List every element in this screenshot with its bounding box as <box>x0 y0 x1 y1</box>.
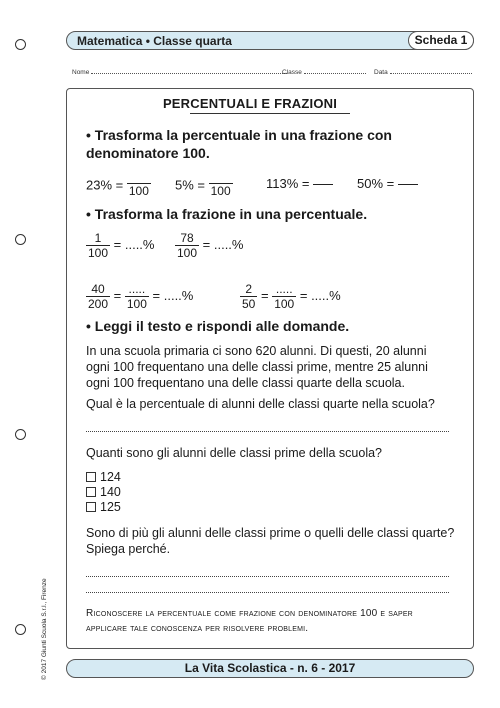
checkbox[interactable] <box>86 472 96 482</box>
answer-line[interactable] <box>86 575 449 577</box>
fraction: $\frac{78}{100}$ <box>177 231 198 260</box>
question-1: Qual è la percentuale di alunni delle classi quarte nella scuola? <box>86 397 435 411</box>
binder-hole <box>15 429 26 440</box>
option-140[interactable]: 140 <box>86 486 121 499</box>
fraction: $\frac{2}{50}$ <box>242 282 256 311</box>
subject-label: Matematica • Classe quarta <box>77 34 232 48</box>
title-underline <box>190 113 350 114</box>
sheet-number: Scheda 1 <box>408 31 474 50</box>
problem-text: In una scuola primaria ci sono 620 alunni. Di questi, 20 alunni ogni 100 frequentano una delle classi prime, mentre 25 alunni ogni 100 frequentano una delle classi quarte della scuola. <box>86 344 428 390</box>
frac-item-4: $\frac{2}{50}$ = $\frac{.....}{100}$ = .....% <box>242 282 341 311</box>
option-124[interactable]: 124 <box>86 471 121 484</box>
checkbox[interactable] <box>86 502 96 512</box>
question-3-followup: Spiega perché. <box>86 542 171 556</box>
fraction-blank[interactable]: 100 <box>209 174 233 198</box>
binder-hole <box>15 624 26 635</box>
frac-item-1: $\frac{1}{100}$ = .....% <box>88 231 155 260</box>
answer-blank[interactable] <box>398 184 418 185</box>
frac-item-3: $\frac{40}{200}$ = $\frac{.....}{100}$ = .....% <box>88 282 194 311</box>
question-2: Quanti sono gli alunni delle classi prime della scuola? <box>86 446 383 460</box>
pct-item-3: 113% = <box>266 176 333 191</box>
instruction-2: • Trasforma la frazione in una percentuale. <box>86 206 368 222</box>
question-3: Sono di più gli alunni delle classi prime o quelli delle classi quarte? <box>86 526 455 540</box>
pct-item-2: 5% = 100 <box>175 174 233 198</box>
fraction-blank[interactable]: $\frac{.....}{100}$ <box>126 282 147 311</box>
answer-line[interactable] <box>86 591 449 593</box>
class-field[interactable]: Classe <box>282 67 366 76</box>
fraction-blank[interactable]: 100 <box>127 174 151 198</box>
name-field[interactable]: Nome <box>72 67 287 76</box>
fraction-blank[interactable]: $\frac{.....}{100}$ <box>274 282 295 311</box>
fraction: $\frac{1}{100}$ <box>88 231 109 260</box>
frac-item-2: $\frac{78}{100}$ = .....% <box>177 231 244 260</box>
instruction-1: • Trasforma la percentuale in una frazione con denominatore 100. <box>86 127 392 161</box>
answer-line[interactable] <box>86 430 449 432</box>
learning-objective: Riconoscere la percentuale come frazione con denominatore 100 e saper applicare tale conoscenza per risolvere problemi. <box>86 608 413 634</box>
binder-hole <box>15 39 26 50</box>
checkbox[interactable] <box>86 487 96 497</box>
instruction-3: • Leggi il testo e rispondi alle domande. <box>86 318 350 334</box>
pct-item-1: 23% = 100 <box>86 174 151 198</box>
binder-hole <box>15 234 26 245</box>
copyright-note: © 2017 Giunti Scuola S.r.l., Firenze <box>41 578 48 680</box>
footer-bar: La Vita Scolastica - n. 6 - 2017 <box>66 659 474 678</box>
pct-item-4: 50% = <box>357 176 418 191</box>
worksheet-title: PERCENTUALI E FRAZIONI <box>162 96 338 111</box>
fraction: $\frac{40}{200}$ <box>88 282 109 311</box>
date-field[interactable]: Data <box>374 67 472 76</box>
header-bar <box>66 31 474 50</box>
option-125[interactable]: 125 <box>86 501 121 514</box>
answer-blank[interactable] <box>313 184 333 185</box>
